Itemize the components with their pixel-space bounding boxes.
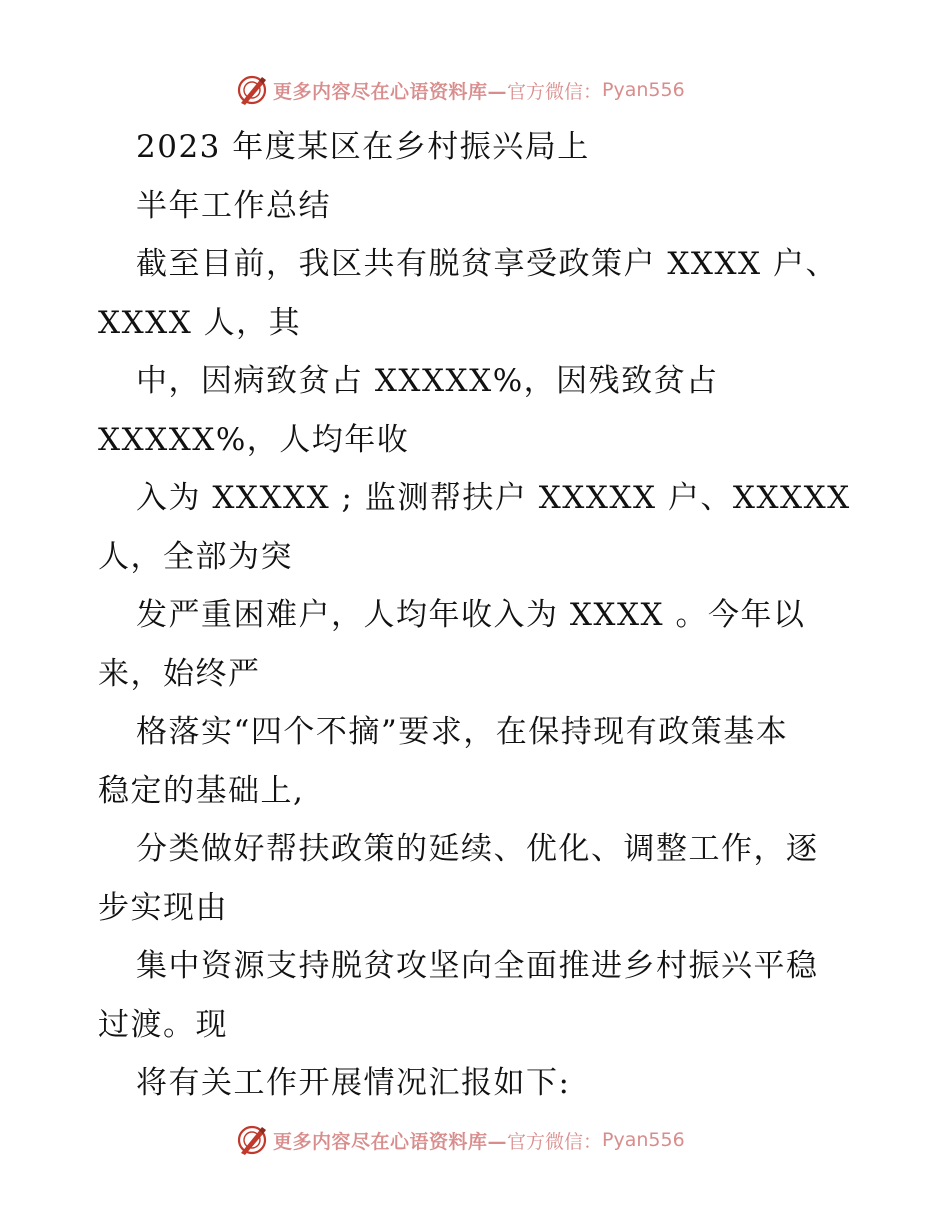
text-line: 截至目前，我区共有脱贫享受政策户 XXXX 户、 bbox=[136, 246, 838, 282]
text-line: 将有关工作开展情况汇报如下: bbox=[136, 1065, 571, 1101]
watermark-side-text: 官方微信： bbox=[507, 1130, 603, 1153]
text-line: XXXX 人，其 bbox=[98, 304, 302, 341]
watermark-main-text: 更多内容尽在心语资料库— bbox=[273, 1130, 508, 1153]
text-line: 发严重困难户，人均年收入为 XXXX 。今年以 bbox=[136, 597, 806, 633]
header-watermark bbox=[235, 72, 685, 108]
watermark-handle: Pyan556 bbox=[602, 79, 685, 101]
text-line: XXXXX%，人均年收 bbox=[98, 421, 410, 458]
pen-logo-icon bbox=[235, 1123, 269, 1157]
footer-watermark bbox=[235, 1122, 685, 1158]
document-body bbox=[98, 118, 858, 1113]
text-line: 人，全部为突 bbox=[98, 538, 293, 575]
watermark-main-text: 更多内容尽在心语资料库— bbox=[273, 80, 508, 103]
text-line: 来，始终严 bbox=[98, 655, 261, 692]
pen-logo-icon bbox=[235, 73, 269, 107]
watermark-handle: Pyan556 bbox=[602, 1129, 685, 1151]
text-line: 分类做好帮扶政策的延续、优化、调整工作，逐 bbox=[136, 831, 819, 867]
text-line: 中，因病致贫占 XXXXX%，因残致贫占 bbox=[136, 363, 719, 399]
text-line: 集中资源支持脱贫攻坚向全面推进乡村振兴平稳 bbox=[136, 948, 819, 984]
text-line: 过渡。现 bbox=[98, 1006, 228, 1043]
title-line-1: 2023 年度某区在乡村振兴局上 bbox=[136, 129, 590, 165]
watermark-side-text: 官方微信： bbox=[507, 80, 603, 103]
text-line: 稳定的基础上, bbox=[98, 772, 305, 809]
text-line: 格落实“四个不摘”要求，在保持现有政策基本 bbox=[136, 714, 789, 750]
title-line-2: 半年工作总结 bbox=[136, 187, 331, 224]
text-line: 入为 XXXXX ; 监测帮扶户 XXXXX 户、XXXXX bbox=[136, 480, 851, 516]
text-line: 步实现由 bbox=[98, 889, 228, 926]
